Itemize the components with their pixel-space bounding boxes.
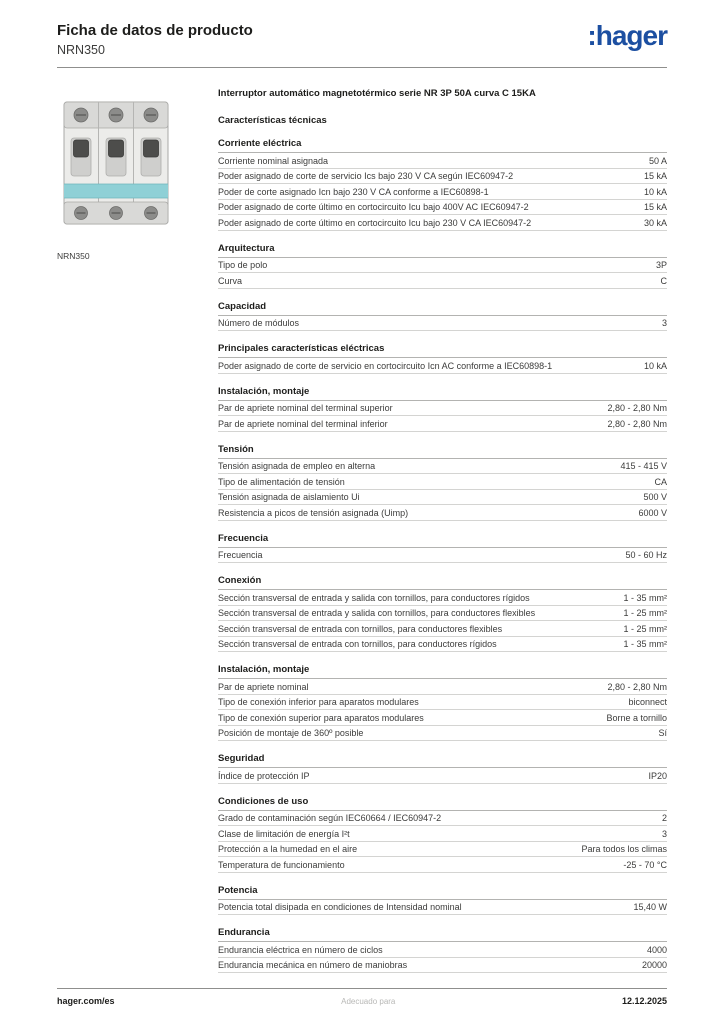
row-label: Poder asignado de corte último en cortocircuito Icu bajo 400V AC IEC60947-2 [218,202,529,212]
row-value: 10 kA [643,360,667,371]
row-label: Poder asignado de corte último en cortocircuito Icu bajo 230 V CA IEC60947-2 [218,217,532,228]
spec-section [218,927,667,973]
hager-logo: :hager [587,20,667,51]
row-value: biconnect [628,697,667,707]
spec-sections [218,138,667,973]
table-row [218,726,667,742]
row-value: 15 kA [643,202,667,212]
row-label: Potencia total disipada en condiciones de Intensidad nominal [218,902,462,912]
table-row [218,316,667,332]
spec-section [218,533,667,564]
row-value: Sí [658,728,667,738]
page-footer [57,988,667,1006]
section-heading: Arquitectura [218,243,667,258]
table-row [218,548,667,564]
row-label: Grado de contaminación según IEC60664 / IEC60947-2 [218,813,442,823]
row-value: C [660,275,667,286]
table-row [218,900,667,916]
spec-section [218,343,667,374]
product-title: Interruptor automático magnetotérmico serie NR 3P 50A curva C 15KA [218,88,536,99]
page-header [57,22,667,68]
product-image [57,88,175,243]
section-heading: Tensión [218,444,667,459]
row-value: 500 V [643,492,667,502]
row-label: Corriente nominal asignada [218,155,329,166]
table-row [218,768,667,784]
row-label: Tensión asignada de aislamiento Ui [218,492,360,502]
row-value: 10 kA [643,186,667,197]
table-row [218,958,667,974]
table-row [218,621,667,637]
section-heading: Potencia [218,885,667,900]
section-heading: Conexión [218,575,667,590]
spec-section [218,753,667,784]
section-heading: Corriente eléctrica [218,138,667,153]
specs-column [218,88,667,985]
row-value: 15,40 W [633,902,667,912]
row-value: Borne a tornillo [606,712,667,723]
row-label: Temperatura de funcionamiento [218,859,345,870]
row-label: Tipo de conexión superior para aparatos modulares [218,712,424,723]
row-value: 15 kA [643,171,667,181]
table-row [218,416,667,432]
table-row [218,857,667,873]
row-label: Tensión asignada de empleo en alterna [218,461,376,471]
row-value: -25 - 70 °C [623,859,667,870]
footer-url: hager.com/es [57,996,115,1006]
product-reference: NRN350 [57,43,105,57]
row-label: Tipo de conexión inferior para aparatos modulares [218,697,419,707]
table-row [218,459,667,475]
group-title: Características técnicas [218,115,327,126]
row-label: Protección a la humedad en el aire [218,844,358,854]
table-row [218,215,667,231]
table-row [218,258,667,274]
section-heading: Capacidad [218,301,667,316]
spec-section [218,301,667,332]
row-value: 1 - 25 mm² [623,623,667,634]
breaker-image [57,88,175,238]
row-value: 20000 [641,960,667,970]
footer-note: Adecuado para [341,997,396,1006]
section-heading: Principales características eléctricas [218,343,667,358]
spec-section [218,444,667,521]
row-value: 3P [655,260,667,270]
row-label: Número de módulos [218,318,300,328]
spec-section [218,138,667,231]
row-label: Poder asignado de corte de servicio en cortocircuito Icn AC conforme a IEC60898-1 [218,360,553,371]
row-value: 50 - 60 Hz [625,550,667,560]
image-caption: NRN350 [57,251,90,261]
section-heading: Condiciones de uso [218,796,667,811]
table-row [218,358,667,374]
header-titles [57,22,253,57]
row-value: Para todos los climas [581,844,667,854]
row-value: CA [654,476,667,487]
row-value: 2,80 - 2,80 Nm [607,418,667,429]
row-label: Clase de limitación de energía I²t [218,828,350,839]
table-row [218,637,667,653]
table-row [218,826,667,842]
spec-section [218,664,667,741]
table-row [218,184,667,200]
row-value: 4000 [646,944,667,955]
table-row [218,590,667,606]
table-row [218,490,667,506]
spec-section [218,796,667,873]
table-row [218,811,667,827]
row-value: 2,80 - 2,80 Nm [607,681,667,692]
row-label: Sección transversal de entrada con tornillos, para conductores flexibles [218,623,503,634]
row-value: 3 [661,318,667,328]
row-value: 415 - 415 V [620,461,667,471]
section-heading: Seguridad [218,753,667,768]
row-value: 1 - 25 mm² [623,608,667,618]
row-value: 2 [661,813,667,823]
row-label: Poder asignado de corte de servicio Ics bajo 230 V CA según IEC60947-2 [218,171,514,181]
spec-section [218,386,667,432]
row-label: Par de apriete nominal [218,681,309,692]
row-label: Par de apriete nominal del terminal inferior [218,418,388,429]
row-value: 2,80 - 2,80 Nm [607,403,667,413]
row-value: 1 - 35 mm² [623,639,667,649]
spec-section [218,885,667,916]
table-row [218,200,667,216]
row-label: Curva [218,275,243,286]
table-row [218,942,667,958]
table-row [218,695,667,711]
row-value: 30 kA [643,217,667,228]
image-column [57,88,218,985]
table-row [218,710,667,726]
row-value: 6000 V [638,507,667,518]
row-label: Posición de montaje de 360º posible [218,728,364,738]
table-row [218,606,667,622]
table-row [218,401,667,417]
row-value: 3 [661,828,667,839]
table-row [218,153,667,169]
row-label: Par de apriete nominal del terminal superior [218,403,393,413]
row-value: 1 - 35 mm² [623,592,667,603]
row-value: 50 A [648,155,667,166]
section-heading: Endurancia [218,927,667,942]
row-label: Índice de protección IP [218,770,310,781]
section-heading: Frecuencia [218,533,667,548]
table-row [218,169,667,185]
table-row [218,273,667,289]
page-title: Ficha de datos de producto [57,22,253,39]
row-label: Poder de corte asignado Icn bajo 230 V CA conforme a IEC60898-1 [218,186,489,197]
row-label: Frecuencia [218,550,263,560]
section-heading: Instalación, montaje [218,386,667,401]
row-label: Endurancia mecánica en número de maniobras [218,960,408,970]
table-row [218,679,667,695]
content-area [57,88,667,985]
table-row [218,842,667,858]
row-label: Resistencia a picos de tensión asignada (Uimp) [218,507,409,518]
section-heading: Instalación, montaje [218,664,667,679]
footer-date: 12.12.2025 [621,996,667,1006]
table-row [218,474,667,490]
row-label: Tipo de alimentación de tensión [218,476,345,487]
row-label: Sección transversal de entrada y salida con tornillos, para conductores flexibles [218,608,536,618]
table-row [218,505,667,521]
row-label: Sección transversal de entrada y salida con tornillos, para conductores rígidos [218,592,530,603]
row-label: Endurancia eléctrica en número de ciclos [218,944,383,955]
row-label: Tipo de polo [218,260,268,270]
spec-section [218,575,667,652]
spec-section [218,243,667,289]
row-value: IP20 [648,770,667,781]
row-label: Sección transversal de entrada con tornillos, para conductores rígidos [218,639,497,649]
